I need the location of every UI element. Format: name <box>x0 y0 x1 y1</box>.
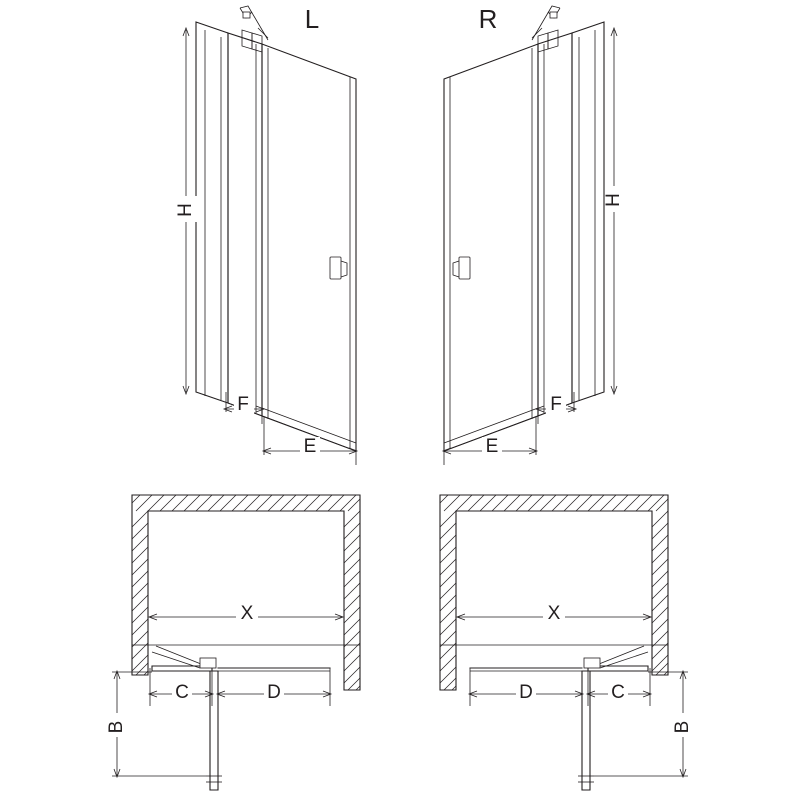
plan-right-hatch-right <box>652 511 668 675</box>
left-fixed-panel <box>228 33 262 416</box>
elevation-right-view <box>443 4 625 465</box>
left-fixed-panel-label: F <box>237 394 249 415</box>
right-height-label: H <box>603 193 624 207</box>
left-view-title: L <box>304 4 320 34</box>
plan-left-opening-label: X <box>240 603 254 624</box>
plan-left-swing-depth-label: B <box>106 720 127 734</box>
plan-right-hatch-left <box>440 511 456 690</box>
plan-left-door-width-label: D <box>267 682 281 703</box>
plan-left-hatch-left <box>132 511 148 675</box>
right-support-bar <box>532 6 560 40</box>
left-height-dimension <box>175 28 197 394</box>
right-door-panel <box>444 44 538 451</box>
plan-left-fixed-width-label: C <box>175 682 189 703</box>
right-door-panel-label: E <box>485 436 499 457</box>
plan-left-hatch-top <box>132 495 360 511</box>
right-view-title: R <box>478 4 498 34</box>
right-side-wall <box>572 22 604 403</box>
left-support-bar <box>240 6 268 40</box>
plan-left-wall-outline <box>132 495 360 690</box>
plan-right-view <box>440 495 694 790</box>
left-door-dimension <box>263 416 357 465</box>
plan-left-hinge-block <box>200 658 216 668</box>
right-bracket-block <box>550 12 557 18</box>
left-fixed-dimension <box>224 392 264 424</box>
plan-right-door-width-label: D <box>519 682 533 703</box>
right-fixed-panel <box>538 33 572 416</box>
plan-right-hinge-linkage <box>584 646 648 668</box>
left-support-bar-2 <box>258 28 268 38</box>
left-bracket-block <box>243 12 250 18</box>
right-support-bar-2 <box>532 28 542 38</box>
plan-left-hinge-linkage <box>152 646 216 668</box>
right-fixed-dimension <box>536 392 576 424</box>
plan-right-swing-depth-label: B <box>672 720 693 734</box>
left-side-wall <box>196 22 228 403</box>
right-height-dimension <box>603 28 625 394</box>
left-door-panel-label: E <box>303 436 317 457</box>
plan-left-door-width-dimension <box>217 668 331 706</box>
plan-left-fixed-width-dimension <box>149 668 213 706</box>
plan-left-opening-dimension <box>149 602 343 624</box>
right-handle-body <box>459 257 470 279</box>
left-handle-body <box>330 257 341 279</box>
right-handle-grip <box>453 261 459 277</box>
plan-right-wall-outline <box>440 495 668 690</box>
plan-right-door-leaf <box>582 671 590 790</box>
plan-left-door-leaf <box>210 671 218 790</box>
plan-right-hinge-block <box>584 658 600 668</box>
plan-right-hatch-top <box>440 495 668 511</box>
left-door-handle <box>330 257 347 279</box>
right-door-dimension <box>443 416 537 465</box>
plan-right-opening-dimension <box>457 602 651 624</box>
right-fixed-panel-label: F <box>550 394 562 415</box>
right-door-handle <box>453 257 470 279</box>
plan-right-door-width-dimension <box>469 668 583 706</box>
left-door-panel <box>262 44 356 451</box>
plan-left-hatch-right <box>344 511 360 690</box>
plan-left-view <box>106 495 360 790</box>
plan-right-fixed-width-label: C <box>611 682 625 703</box>
left-handle-grip <box>341 261 347 277</box>
left-height-label: H <box>175 203 196 217</box>
plan-right-opening-label: X <box>547 603 561 624</box>
elevation-left-view <box>175 4 357 465</box>
plan-right-fixed-width-dimension <box>587 668 651 706</box>
